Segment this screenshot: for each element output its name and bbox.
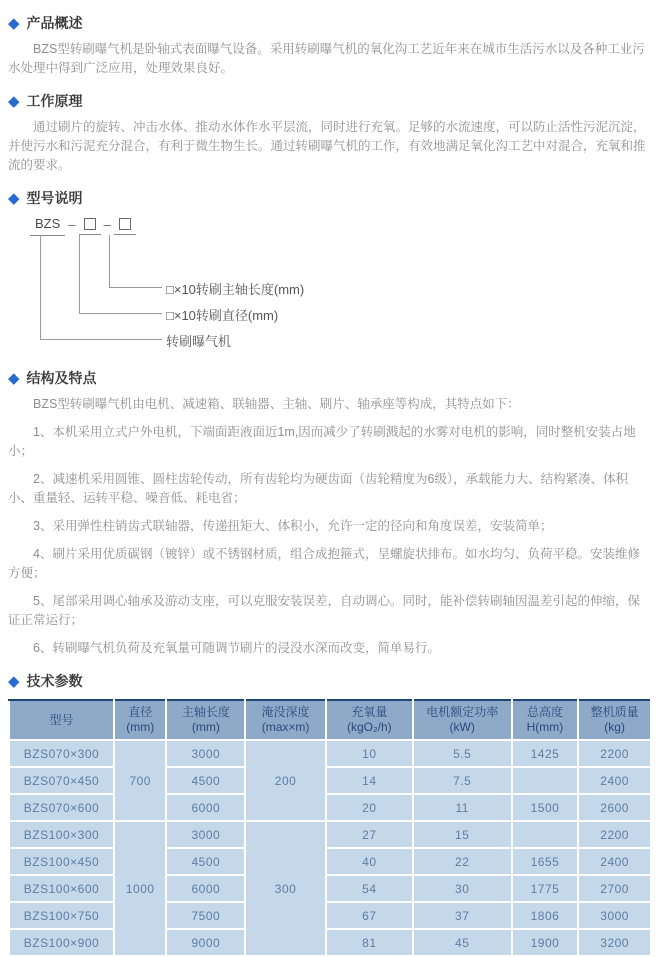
- section-title-model: [8, 189, 652, 207]
- model-separator: –: [68, 216, 76, 232]
- model-cell: BZS100×750: [9, 902, 114, 929]
- feature-item: 5、尾部采用调心轴承及游动支座，可以克服安装误差，自动调心。同时，能补偿转刷轴因温差引起的伸缩，保证正常运行；: [8, 594, 640, 627]
- specs-table-body: [9, 740, 651, 956]
- specs-table: [8, 699, 652, 957]
- value-cell: 81: [326, 929, 413, 956]
- model-length-box: [114, 217, 136, 235]
- column-header: 充氧量 (kgO₂/h): [326, 700, 413, 740]
- section-title-specs: [8, 672, 652, 690]
- model-cell: BZS070×300: [9, 740, 114, 767]
- value-cell: 67: [326, 902, 413, 929]
- model-code-diagram: [30, 215, 660, 355]
- value-cell: 1655: [512, 848, 579, 875]
- value-cell: 300: [245, 821, 326, 956]
- value-cell: 10: [326, 740, 413, 767]
- value-cell: 1500: [512, 794, 579, 821]
- value-cell: 11: [413, 794, 512, 821]
- value-cell: 9000: [166, 929, 245, 956]
- placeholder-box-icon: [119, 218, 131, 230]
- connector-line-machine: [40, 235, 162, 340]
- value-cell: 1425: [512, 740, 579, 767]
- value-cell: 6000: [166, 875, 245, 902]
- value-cell: 2200: [578, 740, 651, 767]
- section-title-overview: [8, 14, 652, 32]
- column-header: 电机额定功率 (kW): [413, 700, 512, 740]
- overview-paragraph: BZS型转刷曝气机是卧轴式表面曝气设备。采用转刷曝气机的氧化沟工艺近年来在城市生活污水以及各种工业污水处理中得到广泛应用，处理效果良好。: [8, 42, 645, 75]
- value-cell: 2700: [578, 875, 651, 902]
- table-row: [9, 821, 651, 848]
- table-row: [9, 902, 651, 929]
- table-row: [9, 767, 651, 794]
- model-diameter-box: [79, 217, 101, 235]
- diamond-bullet-icon: ◆: [8, 369, 20, 387]
- section-title-text: 工作原理: [26, 93, 83, 109]
- value-cell: 2400: [578, 767, 651, 794]
- value-cell: 20: [326, 794, 413, 821]
- column-header: 主轴长度 (mm): [166, 700, 245, 740]
- model-cell: BZS100×450: [9, 848, 114, 875]
- diamond-bullet-icon: ◆: [8, 189, 20, 207]
- value-cell: 4500: [166, 848, 245, 875]
- model-cell: BZS100×900: [9, 929, 114, 956]
- feature-item: 6、转刷曝气机负荷及充氧量可随调节刷片的浸没水深而改变，简单易行。: [33, 641, 440, 655]
- value-cell: 1806: [512, 902, 579, 929]
- table-row: [9, 848, 651, 875]
- label-diameter: □×10转刷直径(mm): [166, 308, 279, 323]
- section-title-text: 技术参数: [26, 673, 83, 689]
- value-cell: 5.5: [413, 740, 512, 767]
- section-title-principle: [8, 92, 652, 110]
- value-cell: 3200: [578, 929, 651, 956]
- placeholder-box-icon: [84, 218, 96, 230]
- column-header: 淹没深度 (max×m): [245, 700, 326, 740]
- table-row: [9, 875, 651, 902]
- value-cell: 2400: [578, 848, 651, 875]
- value-cell: [512, 767, 579, 794]
- features-intro: BZS型转刷曝气机由电机、减速箱、联轴器、主轴、刷片、轴承座等构成，其特点如下：: [33, 397, 520, 411]
- value-cell: 7.5: [413, 767, 512, 794]
- model-cell: BZS100×600: [9, 875, 114, 902]
- value-cell: 27: [326, 821, 413, 848]
- value-cell: 3000: [166, 821, 245, 848]
- model-separator: –: [103, 216, 111, 232]
- value-cell: 22: [413, 848, 512, 875]
- value-cell: 37: [413, 902, 512, 929]
- value-cell: 700: [114, 740, 166, 821]
- value-cell: 3000: [166, 740, 245, 767]
- value-cell: 40: [326, 848, 413, 875]
- section-title-text: 产品概述: [26, 15, 83, 31]
- section-title-features: [8, 369, 652, 387]
- feature-item: 3、采用弹性柱销齿式联轴器，传递扭矩大、体积小，允许一定的径向和角度误差，安装简单；: [33, 519, 553, 533]
- value-cell: 6000: [166, 794, 245, 821]
- column-header: 整机质量 (kg): [578, 700, 651, 740]
- value-cell: 3000: [578, 902, 651, 929]
- column-header: 型号: [9, 700, 114, 740]
- label-shaft-length: □×10转刷主轴长度(mm): [166, 282, 305, 297]
- diamond-bullet-icon: ◆: [8, 14, 20, 32]
- column-header: 直径 (mm): [114, 700, 166, 740]
- model-prefix: BZS: [30, 215, 65, 236]
- value-cell: 30: [413, 875, 512, 902]
- value-cell: [512, 821, 579, 848]
- table-row: [9, 740, 651, 767]
- value-cell: 1775: [512, 875, 579, 902]
- value-cell: 2600: [578, 794, 651, 821]
- model-cell: BZS070×450: [9, 767, 114, 794]
- model-cell: BZS100×300: [9, 821, 114, 848]
- value-cell: 1000: [114, 821, 166, 956]
- table-row: [9, 929, 651, 956]
- value-cell: 7500: [166, 902, 245, 929]
- value-cell: 200: [245, 740, 326, 821]
- feature-item: 2、减速机采用圆锥、圆柱齿轮传动，所有齿轮均为硬齿面（齿轮精度为6级），承载能力大、结构紧凑、体积小、重量轻、运转平稳、噪音低、耗电省；: [8, 472, 629, 505]
- feature-item: 1、本机采用立式户外电机，下端面距液面近1m,因而减少了转刷溅起的水雾对电机的影响，同时整机安装占地小；: [8, 425, 636, 458]
- column-header: 总高度 H(mm): [512, 700, 579, 740]
- section-title-text: 型号说明: [26, 190, 83, 206]
- feature-item: 4、刷片采用优质碳钢（镀锌）或不锈钢材质，组合成抱箍式，呈螺旋状排布。如水均匀、负荷平稳。安装维修方便；: [8, 547, 640, 580]
- diamond-bullet-icon: ◆: [8, 672, 20, 690]
- specs-header-row: [9, 700, 651, 740]
- section-title-text: 结构及特点: [26, 370, 97, 386]
- value-cell: 2200: [578, 821, 651, 848]
- value-cell: 4500: [166, 767, 245, 794]
- value-cell: 1900: [512, 929, 579, 956]
- value-cell: 15: [413, 821, 512, 848]
- model-cell: BZS070×600: [9, 794, 114, 821]
- principle-paragraph: 通过刷片的旋转、冲击水体、推动水体作水平层流，同时进行充氧。足够的水流速度，可以防止活性污泥沉淀，并使污水和污泥充分混合，有利于微生物生长。通过转刷曝气机的工作，有效地满足氧化沟工艺中对混合，充氧和推流的要求。: [8, 120, 646, 172]
- table-row: [9, 794, 651, 821]
- value-cell: 45: [413, 929, 512, 956]
- model-code: [30, 215, 136, 236]
- label-machine: 转刷曝气机: [166, 334, 232, 349]
- value-cell: 54: [326, 875, 413, 902]
- value-cell: 14: [326, 767, 413, 794]
- diamond-bullet-icon: ◆: [8, 92, 20, 110]
